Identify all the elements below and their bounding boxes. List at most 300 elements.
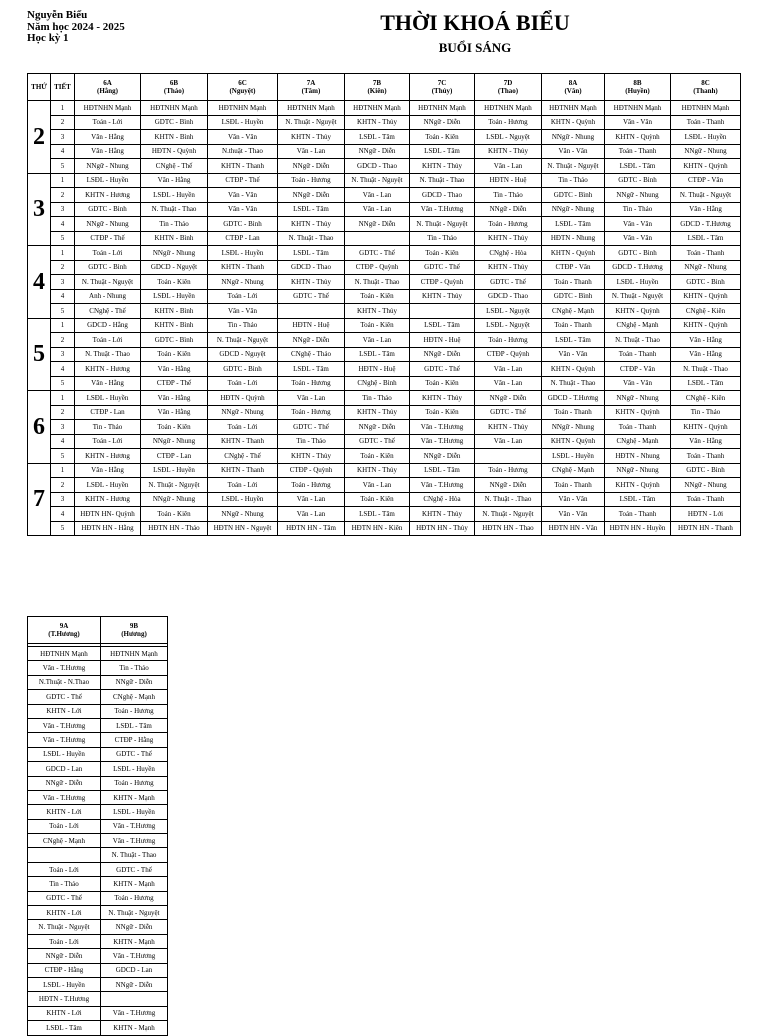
- lesson-cell: KHTN - Hương: [75, 188, 141, 203]
- lesson-cell: KHTN - Quỳnh: [671, 289, 741, 304]
- lesson-cell: CNghệ - Mạnh: [605, 434, 671, 449]
- lesson-cell: NNgữ - Nhung: [75, 159, 141, 174]
- lesson-cell: HĐTNHN Mạnh: [101, 647, 168, 661]
- lesson-cell: Văn - T.Hương: [101, 1006, 168, 1020]
- table-row: [28, 347, 741, 362]
- period-cell: 3: [51, 202, 75, 217]
- lesson-cell: GDTC - Thế: [101, 862, 168, 876]
- lesson-cell: NNgữ - Nhung: [141, 492, 208, 507]
- class-teacher: (Hằng): [97, 87, 118, 95]
- lesson-cell: N. Thuật - Thao: [605, 333, 671, 348]
- header-thu: THỨ: [28, 74, 51, 101]
- lesson-cell: LSĐL - Huyền: [28, 977, 101, 991]
- lesson-cell: Toán - Hương: [278, 173, 345, 188]
- class-teacher: (Huyền): [625, 87, 650, 95]
- period-cell: 1: [51, 391, 75, 406]
- lesson-cell: HĐTN - Quỳnh: [141, 144, 208, 159]
- lesson-cell: HĐTN HN - Nguyệt: [208, 521, 278, 536]
- lesson-cell: NNgữ - Diễn: [28, 949, 101, 963]
- lesson-cell: HĐTNHN Mạnh: [475, 101, 542, 116]
- lesson-cell: Văn - T.Hương: [101, 949, 168, 963]
- lesson-cell: KHTN - Thủy: [475, 231, 542, 246]
- lesson-cell: Toán - Hương: [475, 463, 542, 478]
- lesson-cell: HĐTN - Huệ: [278, 318, 345, 333]
- table-row: [28, 144, 741, 159]
- teacher-name: Nguyễn Biểu: [27, 9, 88, 21]
- lesson-cell: LSĐL - Huyền: [101, 805, 168, 819]
- lesson-cell: Toán - Hương: [475, 217, 542, 232]
- class-name: 9A: [59, 621, 69, 630]
- lesson-cell: Văn - T.Hương: [28, 661, 101, 675]
- lesson-cell: Văn - Hằng: [75, 130, 141, 145]
- lesson-cell: CNghệ - Thế: [141, 159, 208, 174]
- lesson-cell: LSĐL - Tâm: [345, 130, 410, 145]
- lesson-cell: LSĐL - Huyền: [75, 478, 141, 493]
- table-row: [28, 949, 168, 963]
- lesson-cell: HĐTN HN - Tâm: [278, 521, 345, 536]
- lesson-cell: GDCD - Thao: [345, 159, 410, 174]
- lesson-cell: Toán - Hương: [278, 478, 345, 493]
- school-year: Năm học 2024 - 2025: [27, 20, 125, 33]
- lesson-cell: NNgữ - Diễn: [475, 391, 542, 406]
- lesson-cell: Toán - Lới: [208, 420, 278, 435]
- table-row: [28, 231, 741, 246]
- period-cell: 4: [51, 434, 75, 449]
- table-row: [28, 260, 741, 275]
- lesson-cell: Văn - T.Hương: [28, 733, 101, 747]
- lesson-cell: GDTC - Thế: [28, 690, 101, 704]
- lesson-cell: CNghệ - Mạnh: [542, 304, 605, 319]
- class-header: [345, 74, 410, 101]
- table-row: [28, 877, 168, 891]
- lesson-cell: KHTN - Thủy: [410, 507, 475, 522]
- lesson-cell: CNghệ - Thảo: [278, 347, 345, 362]
- lesson-cell: Toán - Lới: [208, 289, 278, 304]
- lesson-cell: KHTN - Thanh: [208, 434, 278, 449]
- lesson-cell: Văn - Lan: [475, 376, 542, 391]
- lesson-cell: N. Thuật - Thao: [542, 376, 605, 391]
- lesson-cell: KHTN - Thủy: [278, 217, 345, 232]
- lesson-cell: [101, 992, 168, 1006]
- lesson-cell: Toán - Kiên: [410, 246, 475, 261]
- lesson-cell: Toán - Kiên: [141, 420, 208, 435]
- day-cell: 6: [28, 391, 51, 464]
- class-header: [671, 74, 741, 101]
- period-cell: 4: [51, 289, 75, 304]
- lesson-cell: KHTN - Thủy: [278, 130, 345, 145]
- lesson-cell: LSĐL - Tâm: [345, 507, 410, 522]
- table-row: [28, 130, 741, 145]
- day-cell: 5: [28, 318, 51, 391]
- class-name: 6A: [103, 78, 112, 87]
- period-cell: 3: [51, 130, 75, 145]
- lesson-cell: LSĐL - Tâm: [278, 202, 345, 217]
- lesson-cell: HĐTNHN Mạnh: [345, 101, 410, 116]
- header-tiet: TIẾT: [51, 74, 75, 101]
- lesson-cell: [278, 304, 345, 319]
- lesson-cell: Toán - Thanh: [542, 405, 605, 420]
- lesson-cell: Văn - Hằng: [141, 173, 208, 188]
- lesson-cell: N. Thuật - Thao: [141, 202, 208, 217]
- lesson-cell: Toán - Kiên: [345, 492, 410, 507]
- lesson-cell: CTĐP - Thế: [141, 376, 208, 391]
- lesson-cell: Toán - Kiên: [141, 275, 208, 290]
- class-header: [542, 74, 605, 101]
- period-cell: 2: [51, 405, 75, 420]
- lesson-cell: HĐTN - Nhung: [542, 231, 605, 246]
- lesson-cell: LSĐL - Tâm: [542, 333, 605, 348]
- lesson-cell: LSĐL - Tâm: [605, 492, 671, 507]
- class-name: 8A: [568, 78, 578, 87]
- table-row: [28, 289, 741, 304]
- period-cell: 5: [51, 231, 75, 246]
- table-row: [28, 675, 168, 689]
- lesson-cell: GDCD - Thao: [410, 188, 475, 203]
- table-row: [28, 661, 168, 675]
- lesson-cell: Văn - Hằng: [75, 376, 141, 391]
- table-row: [28, 521, 741, 536]
- lesson-cell: N. Thuật - Nguyệt: [208, 333, 278, 348]
- lesson-cell: KHTN - Mạnh: [101, 1021, 168, 1035]
- lesson-cell: Toán - Kiên: [410, 130, 475, 145]
- lesson-cell: LSĐL - Huyền: [542, 449, 605, 464]
- table-row: [28, 391, 741, 406]
- lesson-cell: GDTC - Thế: [28, 891, 101, 905]
- table-row: [28, 762, 168, 776]
- lesson-cell: NNgữ - Diễn: [475, 478, 542, 493]
- lesson-cell: Tin - Thảo: [208, 318, 278, 333]
- table-row: [28, 819, 168, 833]
- lesson-cell: Tin - Thảo: [28, 877, 101, 891]
- lesson-cell: Văn - Hằng: [671, 434, 741, 449]
- lesson-cell: LSĐL - Huyền: [208, 246, 278, 261]
- lesson-cell: NNgữ - Nhung: [141, 434, 208, 449]
- table-row: [28, 906, 168, 920]
- lesson-cell: N. Thuật - Thao: [345, 275, 410, 290]
- lesson-cell: N. Thuật - Thao: [75, 347, 141, 362]
- table-row: [28, 188, 741, 203]
- lesson-cell: HĐTNHN Mạnh: [141, 101, 208, 116]
- lesson-cell: KHTN - Bình: [141, 304, 208, 319]
- lesson-cell: CTĐP - Vân: [605, 362, 671, 377]
- lesson-cell: Văn - T.Hương: [101, 834, 168, 848]
- class-teacher: (Thao): [497, 87, 519, 95]
- table-row: [28, 115, 741, 130]
- lesson-cell: GDTC - Thế: [410, 260, 475, 275]
- class-name: 9B: [129, 621, 139, 630]
- lesson-cell: GDTC - Thế: [278, 289, 345, 304]
- table-row: [28, 304, 741, 319]
- class-teacher: (Kiên): [367, 87, 387, 95]
- class-name: 7D: [503, 78, 513, 87]
- lesson-cell: Văn - T.Hương: [101, 819, 168, 833]
- lesson-cell: NNgữ - Diễn: [345, 217, 410, 232]
- lesson-cell: GDTC - Bình: [605, 246, 671, 261]
- lesson-cell: KHTN - Hương: [75, 492, 141, 507]
- class-header: [28, 617, 101, 644]
- lesson-cell: GDCD - T.Hương: [542, 391, 605, 406]
- period-cell: 2: [51, 188, 75, 203]
- lesson-cell: Toán - Thanh: [542, 478, 605, 493]
- lesson-cell: NNgữ - Diễn: [278, 188, 345, 203]
- lesson-cell: Văn - Lan: [345, 333, 410, 348]
- lesson-cell: CNghệ - Thế: [208, 449, 278, 464]
- class-name: 7B: [372, 78, 382, 87]
- lesson-cell: HĐTNHN Mạnh: [542, 101, 605, 116]
- lesson-cell: CNghệ - Kiên: [671, 391, 741, 406]
- lesson-cell: HĐTN HN - Thủy: [410, 521, 475, 536]
- lesson-cell: N. Thuật - Nguyệt: [605, 289, 671, 304]
- lesson-cell: Tin - Thảo: [75, 420, 141, 435]
- class-name: 6B: [169, 78, 179, 87]
- lesson-cell: Tin - Thảo: [141, 217, 208, 232]
- lesson-cell: Văn - Hằng: [75, 463, 141, 478]
- lesson-cell: GDTC - Bình: [671, 463, 741, 478]
- class-teacher: (Thanh): [693, 87, 718, 95]
- period-cell: 5: [51, 521, 75, 536]
- class-name: 7A: [306, 78, 316, 87]
- lesson-cell: Văn - T.Hương: [410, 420, 475, 435]
- lesson-cell: CTĐP - Hằng: [28, 963, 101, 977]
- lesson-cell: Tin - Thảo: [671, 405, 741, 420]
- lesson-cell: N.thuật - Thao: [208, 144, 278, 159]
- lesson-cell: LSĐL - Huyền: [75, 173, 141, 188]
- table-row: [28, 173, 741, 188]
- period-cell: 3: [51, 492, 75, 507]
- lesson-cell: HĐTN - Nhung: [605, 449, 671, 464]
- lesson-cell: CTĐP - Thế: [75, 231, 141, 246]
- period-cell: 5: [51, 159, 75, 174]
- lesson-cell: HĐTN - Huệ: [345, 362, 410, 377]
- lesson-cell: Toán - Lới: [75, 246, 141, 261]
- lesson-cell: KHTN - Thủy: [278, 275, 345, 290]
- lesson-cell: Toán - Lới: [75, 434, 141, 449]
- lesson-cell: Tin - Thảo: [475, 188, 542, 203]
- lesson-cell: GDCD - T.Hương: [605, 260, 671, 275]
- lesson-cell: N. Thuật - Thao: [278, 231, 345, 246]
- lesson-cell: NNgữ - Nhung: [75, 217, 141, 232]
- lesson-cell: NNgữ - Diễn: [278, 159, 345, 174]
- lesson-cell: Văn - Vân: [542, 144, 605, 159]
- lesson-cell: LSĐL - Tâm: [671, 376, 741, 391]
- lesson-cell: CNghệ - Hòa: [410, 492, 475, 507]
- table-row: [28, 747, 168, 761]
- lesson-cell: Toán - Thanh: [542, 318, 605, 333]
- lesson-cell: N. Thuật - Nguyệt: [278, 115, 345, 130]
- lesson-cell: KHTN - Thủy: [345, 405, 410, 420]
- lesson-cell: NNgữ - Nhung: [208, 275, 278, 290]
- lesson-cell: [410, 304, 475, 319]
- lesson-cell: KHTN - Quỳnh: [605, 478, 671, 493]
- lesson-cell: Toán - Hương: [278, 376, 345, 391]
- table-row: [28, 848, 168, 862]
- lesson-cell: CTĐP - Lan: [208, 231, 278, 246]
- lesson-cell: Tin - Thảo: [605, 202, 671, 217]
- lesson-cell: NNgữ - Diễn: [345, 144, 410, 159]
- lesson-cell: CTĐP - Lan: [75, 405, 141, 420]
- lesson-cell: Văn - Hằng: [671, 333, 741, 348]
- class-header: [278, 74, 345, 101]
- lesson-cell: LSĐL - Nguyệt: [475, 318, 542, 333]
- class-teacher: (Thảo): [163, 87, 185, 95]
- table-row: [28, 246, 741, 261]
- lesson-cell: CNghệ - Mạnh: [101, 690, 168, 704]
- lesson-cell: HĐTNHN Mạnh: [605, 101, 671, 116]
- table-row: [28, 690, 168, 704]
- lesson-cell: Anh - Nhung: [75, 289, 141, 304]
- lesson-cell: GDTC - Bình: [141, 115, 208, 130]
- table-row: [28, 718, 168, 732]
- period-cell: 3: [51, 275, 75, 290]
- lesson-cell: Toán - Lới: [28, 862, 101, 876]
- lesson-cell: N.Thuật - N.Thao: [28, 675, 101, 689]
- lesson-cell: CNghệ - Mạnh: [605, 318, 671, 333]
- lesson-cell: NNgữ - Diễn: [345, 420, 410, 435]
- lesson-cell: Văn - Lan: [345, 188, 410, 203]
- table-row: [28, 776, 168, 790]
- lesson-cell: KHTN - Quỳnh: [605, 130, 671, 145]
- class-header: [141, 74, 208, 101]
- lesson-cell: GDTC - Bình: [671, 275, 741, 290]
- table-row: [28, 1021, 168, 1035]
- table-row: [28, 977, 168, 991]
- lesson-cell: KHTN - Hương: [75, 362, 141, 377]
- table-row: [28, 420, 741, 435]
- lesson-cell: LSĐL - Tâm: [605, 159, 671, 174]
- lesson-cell: N. Thuật - Nguyệt: [671, 188, 741, 203]
- lesson-cell: GDTC - Bình: [208, 217, 278, 232]
- lesson-cell: Toán - Kiên: [345, 289, 410, 304]
- lesson-cell: Văn - Lan: [278, 507, 345, 522]
- lesson-cell: Văn - Vân: [208, 130, 278, 145]
- lesson-cell: LSĐL - Tâm: [345, 347, 410, 362]
- lesson-cell: GDTC - Bình: [75, 202, 141, 217]
- lesson-cell: HĐTNHN Mạnh: [671, 101, 741, 116]
- period-cell: 5: [51, 449, 75, 464]
- lesson-cell: KHTN - Thủy: [410, 159, 475, 174]
- lesson-cell: GDTC - Thế: [475, 405, 542, 420]
- lesson-cell: CTĐP - Quỳnh: [278, 463, 345, 478]
- lesson-cell: GDTC - Bình: [208, 362, 278, 377]
- lesson-cell: CNghệ - Thế: [75, 304, 141, 319]
- class-teacher: (Nguyệt): [229, 87, 256, 95]
- period-cell: 1: [51, 246, 75, 261]
- lesson-cell: KHTN - Quỳnh: [605, 304, 671, 319]
- lesson-cell: Văn - T.Hương: [28, 718, 101, 732]
- table-row: [28, 449, 741, 464]
- table-row: [28, 1006, 168, 1020]
- lesson-cell: Toán - Thanh: [671, 246, 741, 261]
- lesson-cell: Toán - Thanh: [605, 420, 671, 435]
- lesson-cell: Văn - Lan: [278, 391, 345, 406]
- lesson-cell: N. Thuật - Nguyệt: [345, 173, 410, 188]
- lesson-cell: LSĐL - Huyền: [208, 115, 278, 130]
- lesson-cell: NNgữ - Nhung: [605, 463, 671, 478]
- lesson-cell: [345, 231, 410, 246]
- lesson-cell: LSĐL - Huyền: [605, 275, 671, 290]
- lesson-cell: Văn - Vân: [542, 507, 605, 522]
- lesson-cell: Văn - Lan: [475, 434, 542, 449]
- lesson-cell: Toán - Thanh: [671, 449, 741, 464]
- lesson-cell: KHTN - Bình: [141, 130, 208, 145]
- lesson-cell: Toán - Thanh: [542, 275, 605, 290]
- lesson-cell: HĐTN - Huệ: [475, 173, 542, 188]
- lesson-cell: NNgữ - Nhung: [542, 130, 605, 145]
- table-row: [28, 963, 168, 977]
- table-row: [28, 159, 741, 174]
- lesson-cell: Toán - Hương: [278, 405, 345, 420]
- lesson-cell: CTĐP - Thế: [208, 173, 278, 188]
- table-row: [28, 478, 741, 493]
- table-row: [28, 733, 168, 747]
- lesson-cell: Toán - Kiên: [345, 449, 410, 464]
- lesson-cell: N. Thuật - Nguyệt: [28, 920, 101, 934]
- lesson-cell: LSĐL - Nguyệt: [475, 304, 542, 319]
- lesson-cell: LSĐL - Tâm: [410, 463, 475, 478]
- lesson-cell: CNghệ - Mạnh: [542, 463, 605, 478]
- lesson-cell: NNgữ - Nhung: [208, 507, 278, 522]
- lesson-cell: LSĐL - Huyền: [208, 492, 278, 507]
- period-cell: 4: [51, 362, 75, 377]
- lesson-cell: Toán - Hương: [101, 776, 168, 790]
- table-row: [28, 362, 741, 377]
- lesson-cell: N. Thuật - Nguyệt: [75, 275, 141, 290]
- period-cell: 2: [51, 260, 75, 275]
- table-row: [28, 101, 741, 116]
- semester: Học kỳ 1: [27, 32, 69, 44]
- table-row: [28, 934, 168, 948]
- lesson-cell: N. Thuật - .Thao: [475, 492, 542, 507]
- lesson-cell: LSĐL - Tâm: [101, 718, 168, 732]
- class-name: 8C: [701, 78, 710, 87]
- period-cell: 1: [51, 318, 75, 333]
- lesson-cell: GDTC - Thế: [475, 275, 542, 290]
- lesson-cell: GDCD - Hằng: [75, 318, 141, 333]
- lesson-cell: GDTC - Bình: [75, 260, 141, 275]
- lesson-cell: N. Thuật - Nguyệt: [101, 906, 168, 920]
- lesson-cell: Văn - Vân: [542, 492, 605, 507]
- class-name: 7C: [437, 78, 447, 87]
- table-row: [28, 805, 168, 819]
- lesson-cell: NNgữ - Nhung: [542, 202, 605, 217]
- lesson-cell: Toán - Kiên: [141, 507, 208, 522]
- lesson-cell: Toán - Lới: [75, 333, 141, 348]
- lesson-cell: Toán - Hương: [101, 891, 168, 905]
- lesson-cell: KHTN - Hương: [75, 449, 141, 464]
- lesson-cell: CNghệ - Hòa: [475, 246, 542, 261]
- lesson-cell: NNgữ - Diễn: [410, 449, 475, 464]
- lesson-cell: GDCD - Nguyệt: [141, 260, 208, 275]
- lesson-cell: GDTC - Bình: [141, 333, 208, 348]
- lesson-cell: KHTN - Quỳnh: [671, 318, 741, 333]
- lesson-cell: Toán - Thanh: [671, 492, 741, 507]
- lesson-cell: Toán - Thanh: [605, 507, 671, 522]
- lesson-cell: GDTC - Bình: [605, 173, 671, 188]
- secondary-timetable: [27, 616, 168, 1036]
- lesson-cell: LSĐL - Huyền: [141, 289, 208, 304]
- lesson-cell: Văn - Vân: [208, 304, 278, 319]
- period-cell: 3: [51, 347, 75, 362]
- lesson-cell: KHTN - Thủy: [345, 304, 410, 319]
- period-cell: 2: [51, 333, 75, 348]
- lesson-cell: KHTN - Thủy: [475, 420, 542, 435]
- table-row: [28, 463, 741, 478]
- lesson-cell: HĐTNHN Mạnh: [410, 101, 475, 116]
- lesson-cell: N. Thuật - Thao: [671, 362, 741, 377]
- lesson-cell: HĐTN - Quỳnh: [208, 391, 278, 406]
- table-row: [28, 891, 168, 905]
- lesson-cell: Văn - T.Hương: [28, 790, 101, 804]
